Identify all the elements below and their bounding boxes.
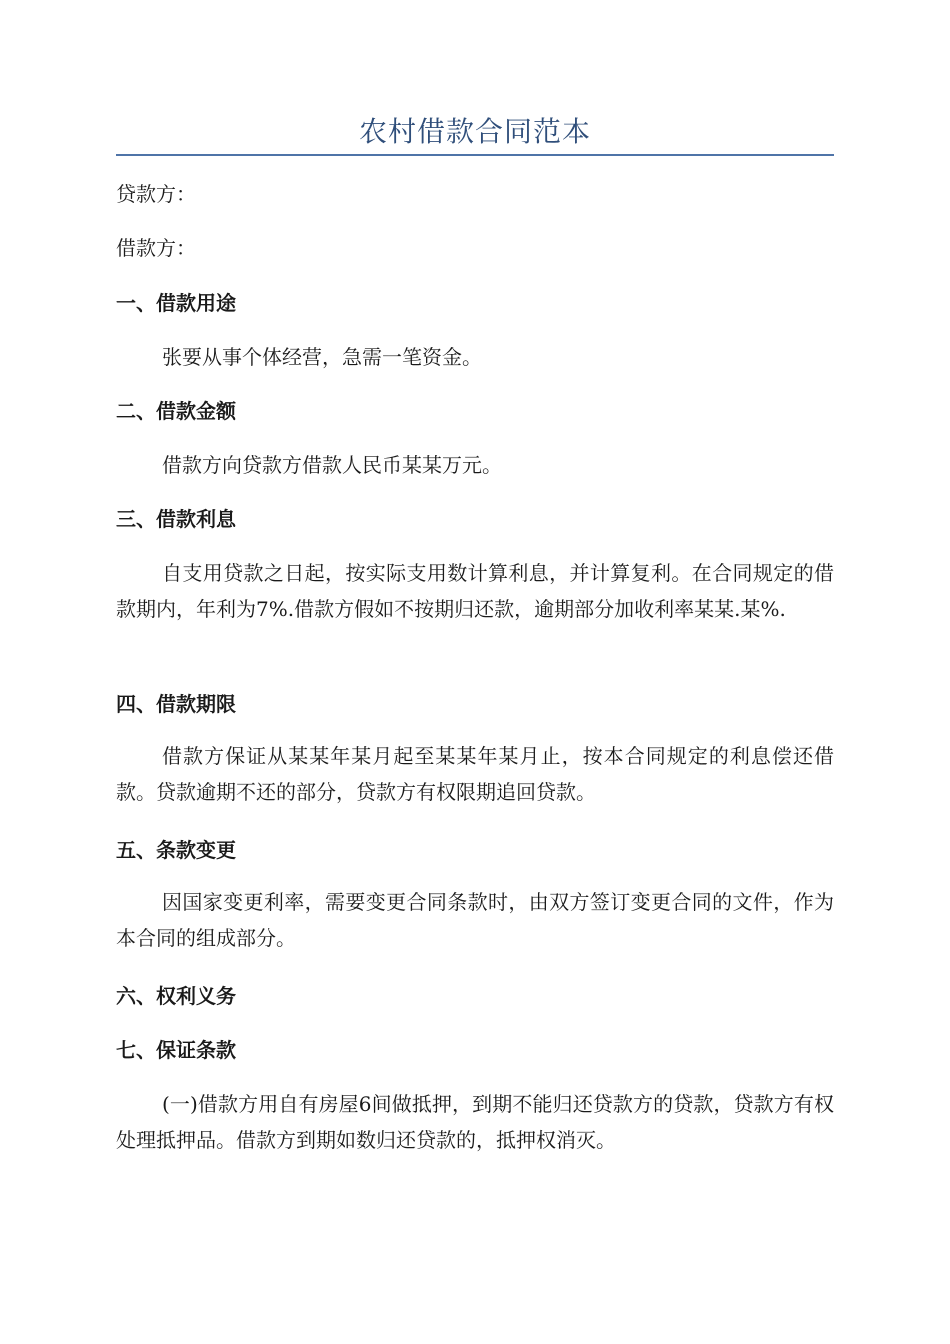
section-heading-term: 四、借款期限 xyxy=(116,692,236,716)
title-underline xyxy=(116,154,834,156)
section-heading-amount: 二、借款金额 xyxy=(116,399,236,423)
section-heading-amendment: 五、条款变更 xyxy=(116,838,236,862)
section-body-amount: 借款方向贷款方借款人民币某某万元。 xyxy=(162,453,502,477)
lender-label: 贷款方： xyxy=(116,182,196,206)
section-body-interest: 自支用贷款之日起，按实际支用数计算利息，并计算复利。在合同规定的借款期内，年利为7%.借款方假如不按期归还款，逾期部分加收利率某某.某%. xyxy=(116,561,834,621)
document-title: 农村借款合同范本 xyxy=(358,115,591,148)
borrower-label: 借款方： xyxy=(116,236,196,260)
section-body-term: 借款方保证从某某年某月起至某某年某月止，按本合同规定的利息偿还借款。贷款逾期不还的部分，贷款方有权限期追回贷款。 xyxy=(116,744,834,804)
section-heading-interest: 三、借款利息 xyxy=(116,507,236,531)
section-body-guarantee: (一)借款方用自有房屋6间做抵押，到期不能归还贷款方的贷款，贷款方有权处理抵押品。借款方到期如数归还贷款的，抵押权消灭。 xyxy=(116,1092,834,1152)
section-heading-rights: 六、权利义务 xyxy=(116,984,236,1008)
section-heading-purpose: 一、借款用途 xyxy=(116,291,236,315)
section-body-amendment: 因国家变更利率，需要变更合同条款时，由双方签订变更合同的文件，作为本合同的组成部分。 xyxy=(116,890,834,950)
section-heading-guarantee: 七、保证条款 xyxy=(116,1038,236,1062)
section-body-purpose: 张要从事个体经营，急需一笔资金。 xyxy=(162,345,482,369)
